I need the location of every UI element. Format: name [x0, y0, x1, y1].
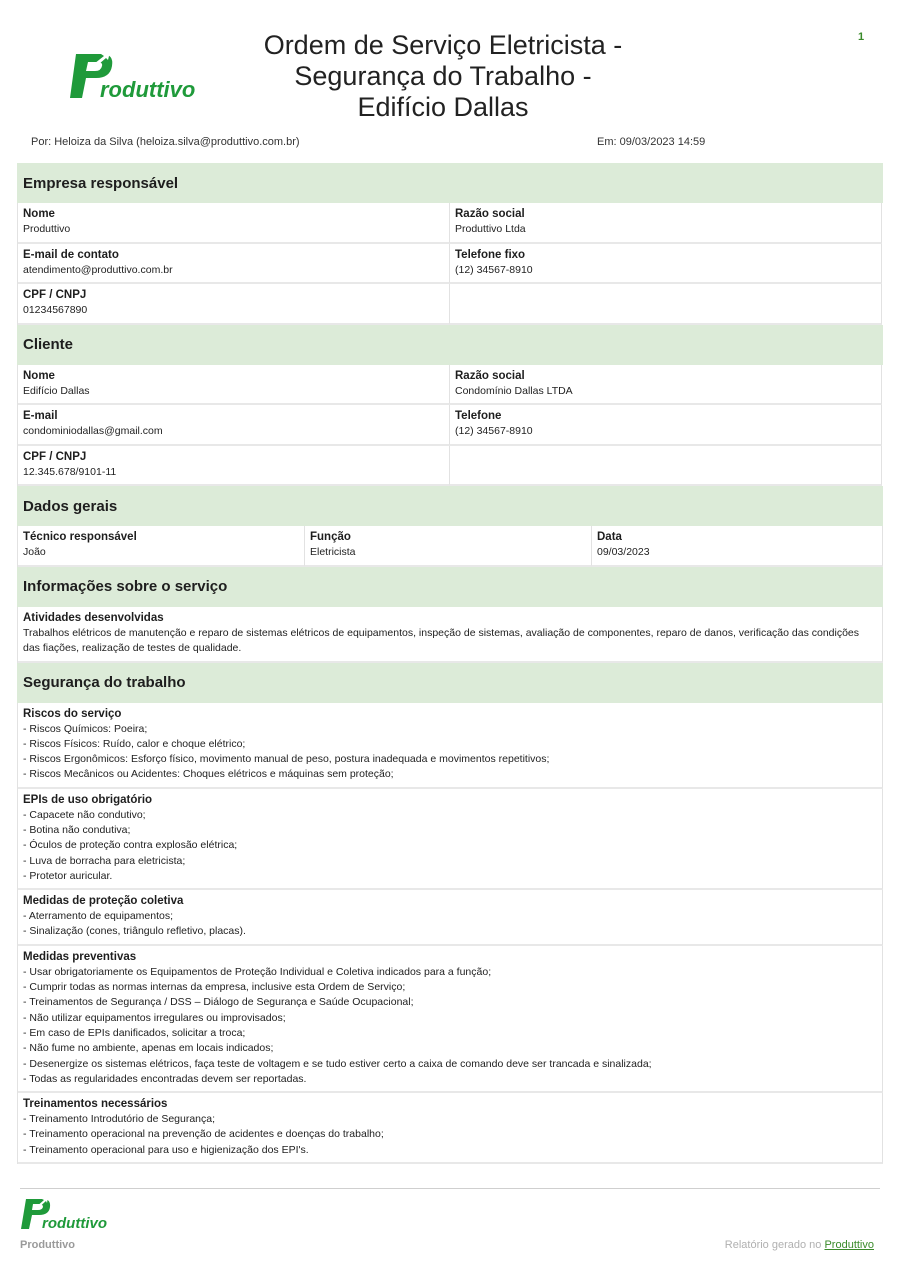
list-item: - Cumprir todas as normas internas da empresa, inclusive esta Ordem de Serviço; [23, 981, 406, 994]
produttivo-link[interactable]: Produttivo [824, 1239, 874, 1251]
field-label: CPF / CNPJ [23, 450, 87, 463]
servico-row [17, 607, 883, 663]
preventivas-cell [18, 946, 883, 1093]
list-item: - Usar obrigatoriamente os Equipamentos de Proteção Individual e Coletiva indicados para a função; [23, 965, 492, 978]
preventivas-row [17, 946, 883, 1093]
list-item: - Riscos Ergonômicos: Esforço físico, movimento manual de peso, postura inadequada e movimentos repetitivos; [23, 753, 550, 766]
field-value: condominiodallas@gmail.com [23, 425, 163, 437]
field-label: Medidas de proteção coletiva [23, 895, 184, 908]
title-line-2: Segurança do Trabalho - [294, 61, 592, 91]
cliente-row-3 [17, 446, 883, 487]
report-title [218, 30, 668, 123]
empresa-cpf-cell [18, 284, 450, 325]
riscos-cell [18, 703, 883, 789]
coletiva-row [17, 890, 883, 946]
list-item: - Riscos Químicos: Poeira; [23, 722, 148, 735]
list-item: - Todas as regularidades encontradas devem ser reportadas. [23, 1072, 307, 1085]
list-item: - Treinamentos de Segurança / DSS – Diálogo de Segurança e Saúde Ocupacional; [23, 996, 414, 1009]
field-label: E-mail de contato [23, 248, 119, 261]
field-value: 09/03/2023 [597, 546, 650, 558]
field-label: Treinamentos necessários [23, 1098, 168, 1111]
empresa-row-3 [17, 284, 883, 325]
field-label: Nome [23, 208, 55, 220]
cliente-email-cell [18, 405, 450, 446]
report-header [0, 0, 900, 160]
field-value: 01234567890 [23, 304, 88, 316]
empresa-telefone-cell [450, 244, 882, 285]
field-value: (12) 34567-8910 [455, 425, 533, 437]
field-label: Razão social [455, 369, 525, 382]
atividades-cell [18, 607, 883, 663]
cliente-row-2 [17, 405, 883, 446]
empresa-email-cell [18, 244, 450, 285]
field-label: E-mail [23, 410, 58, 422]
page-number: 1 [858, 31, 865, 43]
field-label: Atividades desenvolvidas [23, 611, 164, 624]
field-value: João [23, 546, 46, 558]
riscos-row [17, 703, 883, 789]
footer-credit-text: Relatório gerado no [724, 1239, 825, 1251]
field-label: Técnico responsável [23, 531, 137, 543]
field-value: Edifício Dallas [23, 384, 90, 397]
list-item: - Em caso de EPIs danificados, solicitar a troca; [23, 1026, 246, 1039]
footer-brand: Produttivo [20, 1239, 75, 1251]
epis-row [17, 789, 883, 890]
report-date: Em: 09/03/2023 14:59 [597, 136, 706, 148]
field-value: 12.345.678/9101-11 [23, 465, 117, 478]
list-item: - Capacete não condutivo; [23, 808, 146, 821]
dados-data-cell [592, 526, 883, 567]
list-item: - Desenergize os sistemas elétricos, faça teste de voltagem e se tudo estiver certo a caixa de comando deve ser trancada e sinalizada; [23, 1057, 652, 1070]
list-item: - Aterramento de equipamentos; [23, 910, 174, 923]
svg-text:roduttivo: roduttivo [100, 77, 196, 102]
title-line-1: Ordem de Serviço Eletricista - [263, 30, 623, 60]
cliente-cpf-cell [18, 446, 450, 487]
cliente-nome-cell [18, 365, 450, 406]
treinamentos-row [17, 1093, 883, 1164]
field-value: atendimento@produttivo.com.br [23, 263, 173, 276]
field-label: Telefone [455, 410, 502, 422]
field-value: (12) 34567-8910 [455, 263, 533, 276]
field-label: EPIs de uso obrigatório [23, 793, 153, 806]
list-item: - Riscos Mecânicos ou Acidentes: Choques elétricos e máquinas sem proteção; [23, 768, 394, 781]
dados-row [17, 526, 883, 567]
list-item: - Protetor auricular. [23, 869, 113, 882]
section-dados-title: Dados gerais [17, 486, 883, 526]
field-label: Medidas preventivas [23, 950, 137, 963]
list-item: - Não fume no ambiente, apenas em locais indicados; [23, 1042, 274, 1055]
section-empresa-title: Empresa responsável [17, 163, 883, 203]
field-label: CPF / CNPJ [23, 289, 87, 301]
field-value: Produttivo Ltda [455, 223, 526, 235]
cliente-razao-cell [450, 365, 882, 406]
empty-cell [450, 284, 882, 325]
list-item: - Treinamento Introdutório de Segurança; [23, 1113, 216, 1126]
field-value: Eletricista [310, 546, 356, 558]
produttivo-footer-logo [20, 1196, 115, 1232]
list-item: - Treinamento operacional para uso e higienização dos EPI's. [23, 1143, 309, 1156]
field-label: Nome [23, 369, 55, 382]
svg-text:roduttivo: roduttivo [42, 1215, 107, 1232]
field-value: Trabalhos elétricos de manutenção e reparo de sistemas elétricos de equipamentos, inspeção de sistemas, avaliação de componentes, reparo de danos, verificação das condições das fiações, realização de testes de qualidade. [23, 626, 860, 654]
list-item: - Sinalização (cones, triângulo refletivo, placas). [23, 925, 246, 938]
report-content [17, 163, 883, 1164]
section-servico-title: Informações sobre o serviço [17, 567, 883, 607]
treinamentos-cell [18, 1093, 883, 1164]
empresa-row-2 [17, 244, 883, 285]
list-item: - Óculos de proteção contra explosão elétrica; [23, 839, 238, 852]
field-label: Data [597, 531, 622, 543]
list-item: - Treinamento operacional na prevenção de acidentes e doenças do trabalho; [23, 1128, 384, 1141]
empresa-row-1 [17, 203, 883, 244]
section-cliente-title: Cliente [17, 325, 883, 365]
empresa-razao-cell [450, 203, 882, 244]
footer-divider [20, 1188, 880, 1189]
field-label: Razão social [455, 208, 525, 220]
section-seguranca-title: Segurança do trabalho [17, 663, 883, 703]
coletiva-cell [18, 890, 883, 946]
list-item: - Não utilizar equipamentos irregulares ou improvisados; [23, 1011, 286, 1024]
empresa-nome-cell [18, 203, 450, 244]
field-value: Condomínio Dallas LTDA [455, 384, 573, 397]
field-label: Função [310, 531, 351, 543]
field-label: Riscos do serviço [23, 707, 122, 720]
footer-credit [700, 1239, 874, 1251]
dados-tecnico-cell [18, 526, 305, 567]
dados-funcao-cell [305, 526, 592, 567]
epis-cell [18, 789, 883, 890]
author-byline: Por: Heloiza da Silva (heloiza.silva@produttivo.com.br) [31, 136, 300, 148]
field-value: Produttivo [23, 223, 71, 235]
list-item: - Riscos Físicos: Ruído, calor e choque elétrico; [23, 737, 246, 750]
produttivo-logo [68, 50, 208, 102]
cliente-row-1 [17, 365, 883, 406]
field-label: Telefone fixo [455, 248, 526, 261]
list-item: - Botina não condutiva; [23, 823, 131, 836]
title-line-3: Edifício Dallas [357, 92, 529, 122]
list-item: - Luva de borracha para eletricista; [23, 854, 186, 867]
cliente-telefone-cell [450, 405, 882, 446]
empty-cell [450, 446, 882, 487]
